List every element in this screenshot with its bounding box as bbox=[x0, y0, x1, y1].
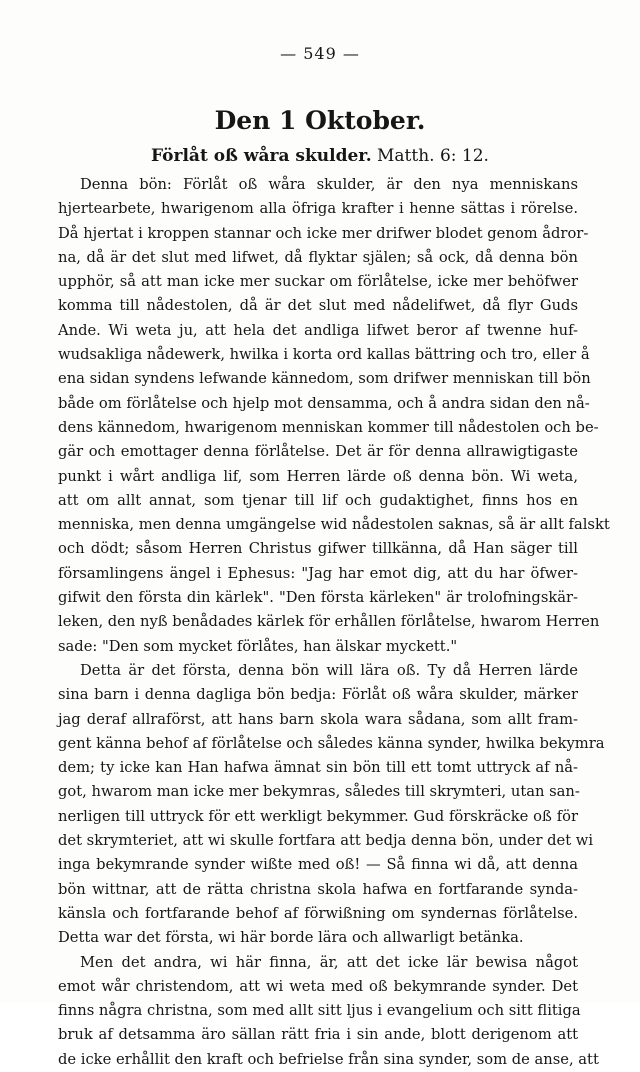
text-line: Ande. Wi weta ju, att hela det andliga lifwet beror af twenne huf- bbox=[58, 321, 578, 339]
text-line: hjertearbete, hwarigenom alla öfriga krafter i henne sättas i rörelse. bbox=[58, 200, 578, 218]
text-line: emot wår christendom, att wi weta med oß bekymrande synder. Det bbox=[58, 977, 578, 995]
text-line: Detta war det första, wi här borde lära och allwarligt betänka. bbox=[58, 929, 524, 947]
text-line: det skrymteriet, att wi skulle fortfara att bedja denna bön, under det wi bbox=[58, 832, 594, 850]
text-line: Då hjertat i kroppen stannar och icke mer drifwer blodet genom ådror- bbox=[58, 224, 589, 242]
text-line: bruk af detsamma äro sällan rätt fria i sin ande, blott derigenom att bbox=[58, 1026, 578, 1044]
text-line: menniska, men denna umgängelse wid nådestolen saknas, så är allt falskt bbox=[58, 516, 610, 534]
text-line: finns några christna, som med allt sitt ljus i evangelium och sitt flitiga bbox=[58, 1002, 581, 1020]
text-line: upphör, så att man icke mer suckar om förlåtelse, icke mer behöfwer bbox=[58, 273, 578, 291]
page-number: — 549 — bbox=[280, 44, 360, 63]
text-line: att om allt annat, som tjenar till lif och gudaktighet, finns hos en bbox=[58, 491, 578, 509]
text-line: församlingens ängel i Ephesus: "Jag har emot dig, att du har öfwer- bbox=[58, 564, 578, 582]
text-line: dem; ty icke kan Han hafwa ämnat sin bön till ett tomt uttryck af nå- bbox=[58, 759, 578, 777]
scripture-verse bbox=[0, 146, 640, 166]
text-line: Men det andra, wi här finna, är, att det icke lär bewisa något bbox=[80, 953, 578, 971]
body-text bbox=[58, 173, 610, 1072]
text-line: gifwit den första din kärlek". "Den första kärleken" är trolofningskär- bbox=[58, 589, 578, 607]
text-line: inga bekymrande synder wißte med oß! — Så finna wi då, att denna bbox=[58, 856, 578, 874]
text-line: känsla och fortfarande behof af förwißning om syndernas förlåtelse. bbox=[58, 904, 578, 922]
text-line: leken, den nyß benådades kärlek för erhållen förlåtelse, hwarom Herren bbox=[58, 613, 600, 631]
text-line: Denna bön: Förlåt oß wåra skulder, är den nya menniskans bbox=[80, 176, 578, 193]
text-line: got, hwarom man icke mer bekymras, således till skrymteri, utan san- bbox=[58, 783, 580, 801]
page-title: Den 1 Oktober. bbox=[214, 106, 426, 135]
text-line: Detta är det första, denna bön will lära oß. Ty då Herren lärde bbox=[80, 661, 578, 679]
verse-reference: Matth. 6: 12. bbox=[377, 146, 489, 166]
text-line: sade: "Den som mycket förlåtes, han älskar myckett." bbox=[58, 637, 458, 655]
text-line: wudsakliga nådewerk, hwilka i korta ord kallas bättring och tro, eller å bbox=[58, 346, 590, 364]
text-line: punkt i wårt andliga lif, som Herren lärde oß denna bön. Wi weta, bbox=[58, 467, 578, 485]
text-line: de icke erhållit den kraft och befrielse från sina synder, som de anse, att bbox=[58, 1050, 599, 1068]
text-line: sina barn i denna dagliga bön bedja: Förlåt oß wåra skulder, märker bbox=[58, 686, 578, 704]
text-line: ena sidan syndens lefwande kännedom, som drifwer menniskan till bön bbox=[58, 370, 591, 388]
text-line: och dödt; såsom Herren Christus gifwer tillkänna, då Han säger till bbox=[58, 540, 578, 558]
text-line: nerligen till uttryck för ett werkligt bekymmer. Gud förskräcke oß för bbox=[58, 807, 578, 825]
text-line: dens kännedom, hwarigenom menniskan kommer till nådestolen och be- bbox=[58, 418, 599, 436]
text-line: komma till nådestolen, då är det slut med nådelifwet, då flyr Guds bbox=[58, 297, 578, 315]
text-line: jag deraf allraförst, att hans barn skola wara sådana, som allt fram- bbox=[58, 710, 578, 728]
text-line: na, då är det slut med lifwet, då flyktar själen; så ock, då denna bön bbox=[58, 248, 578, 266]
text-line: gent känna behof af förlåtelse och således känna synder, hwilka bekymra bbox=[58, 734, 605, 752]
text-line: både om förlåtelse och hjelp mot densamma, och å andra sidan den nå- bbox=[58, 394, 590, 412]
verse-text: Förlåt oß wåra skulder. bbox=[151, 146, 372, 166]
text-line: bön wittnar, att de rätta christna skola hafwa en fortfarande synda- bbox=[58, 880, 578, 898]
text-line: gär och emottager denna förlåtelse. Det är för denna allrawigtigaste bbox=[58, 443, 578, 461]
